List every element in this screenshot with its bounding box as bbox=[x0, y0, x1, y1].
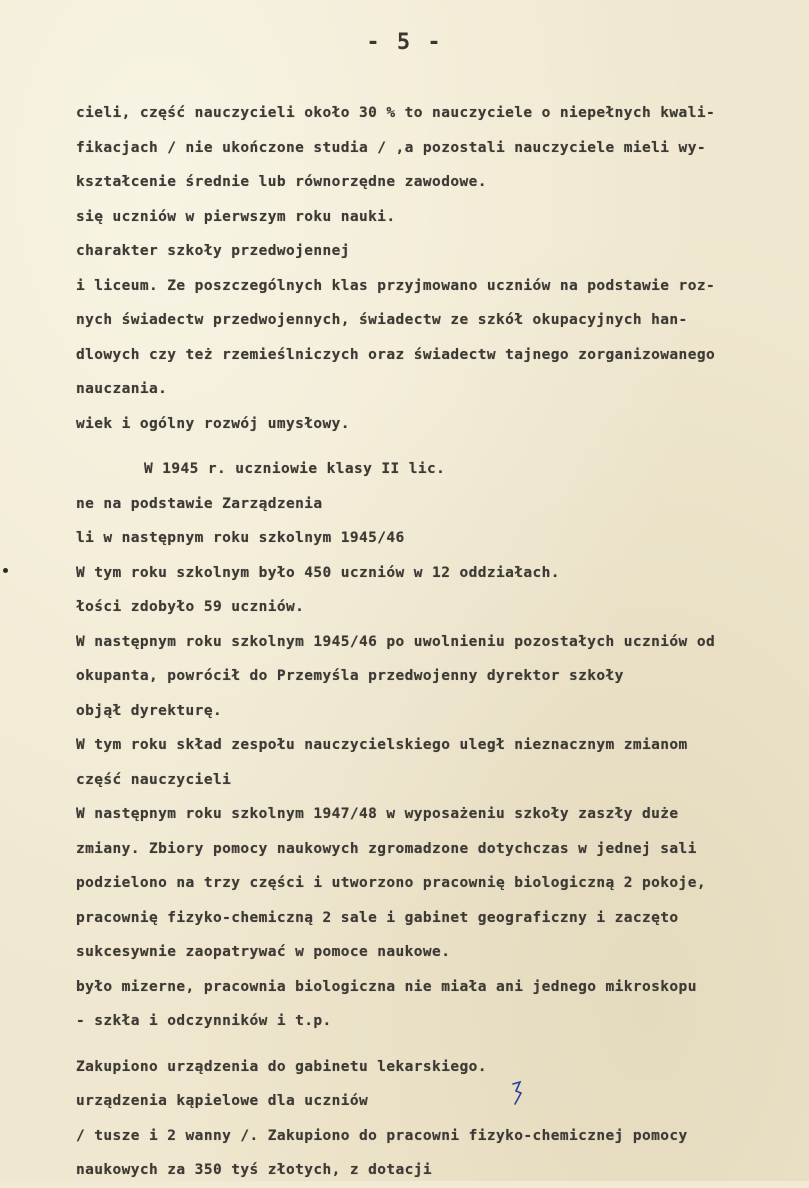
text-line: było mizerne, pracownia biologiczna nie miała ani jednego mikroskopu bbox=[76, 978, 697, 995]
text-line: sukcesywnie zaopatrywać w pomoce naukowe. bbox=[76, 944, 451, 960]
ink-annotation-mark bbox=[511, 1080, 523, 1106]
text-line: łości zdobyło 59 uczniów. bbox=[76, 599, 305, 615]
typewritten-text bbox=[76, 96, 776, 1188]
text-line: fikacjach / nie ukończone studia / ,a pozostali nauczyciele mieli wy- bbox=[76, 139, 706, 156]
text-line: charakter szkoły przedwojennej bbox=[76, 243, 350, 259]
text-line: - szkła i odczynników i t.p. bbox=[76, 1013, 332, 1029]
text-line: podzielono na trzy części i utworzono pracownię biologiczną 2 pokoje, bbox=[76, 875, 706, 891]
text-line: wiek i ogólny rozwój umysłowy. bbox=[76, 415, 350, 432]
text-line: kształcenie średnie lub równorzędne zawodowe. bbox=[76, 174, 487, 190]
text-line: pracownię fizyko-chemiczną 2 sale i gabinet geograficzny i zaczęto bbox=[76, 909, 679, 926]
page-number: - 5 - bbox=[366, 30, 443, 55]
text-line: W tym roku szkolnym było 450 uczniów w 12 oddziałach. bbox=[76, 564, 560, 581]
text-line: W następnym roku szkolnym 1945/46 po uwolnieniu pozostałych uczniów od bbox=[76, 633, 716, 650]
text-line: nauczania. bbox=[76, 381, 168, 397]
text-line: urządzenia kąpielowe dla uczniów bbox=[76, 1093, 369, 1109]
margin-dot bbox=[3, 568, 8, 573]
text-line: / tusze i 2 wanny /. Zakupiono do pracowni fizyko-chemicznej pomocy bbox=[76, 1127, 688, 1144]
text-line: W tym roku skład zespołu nauczycielskiego uległ nieznacznym zmianom bbox=[76, 737, 688, 753]
text-line: okupanta, powrócił do Przemyśla przedwojenny dyrektor szkoły bbox=[76, 668, 624, 684]
text-line: ne na podstawie Zarządzenia bbox=[76, 495, 323, 512]
text-line: zmiany. Zbiory pomocy naukowych zgromadzone dotychczas w jednej sali bbox=[76, 840, 697, 857]
text-line: Zakupiono urządzenia do gabinetu lekarskiego. bbox=[76, 1058, 487, 1075]
text-line: się uczniów w pierwszym roku nauki. bbox=[76, 208, 396, 225]
text-line: część nauczycieli bbox=[76, 771, 232, 788]
text-line: naukowych za 350 tyś złotych, z dotacji bbox=[76, 1162, 433, 1178]
text-line: objął dyrekturę. bbox=[76, 702, 223, 719]
text-line: li w następnym roku szkolnym 1945/46 bbox=[76, 530, 405, 546]
text-line: W następnym roku szkolnym 1947/48 w wyposażeniu szkoły zaszły duże bbox=[76, 806, 679, 822]
text-line: cieli, część nauczycieli około 30 % to nauczyciele o niepełnych kwali- bbox=[76, 105, 716, 121]
text-line: W 1945 r. uczniowie klasy II lic. bbox=[144, 461, 446, 477]
text-line: i liceum. Ze poszczególnych klas przyjmowano uczniów na podstawie roz- bbox=[76, 277, 716, 294]
text-line: nych świadectw przedwojennych, świadectw ze szkół okupacyjnych han- bbox=[76, 312, 688, 328]
text-line: dlowych czy też rzemieślniczych oraz świadectw tajnego zorganizowanego bbox=[76, 346, 716, 363]
